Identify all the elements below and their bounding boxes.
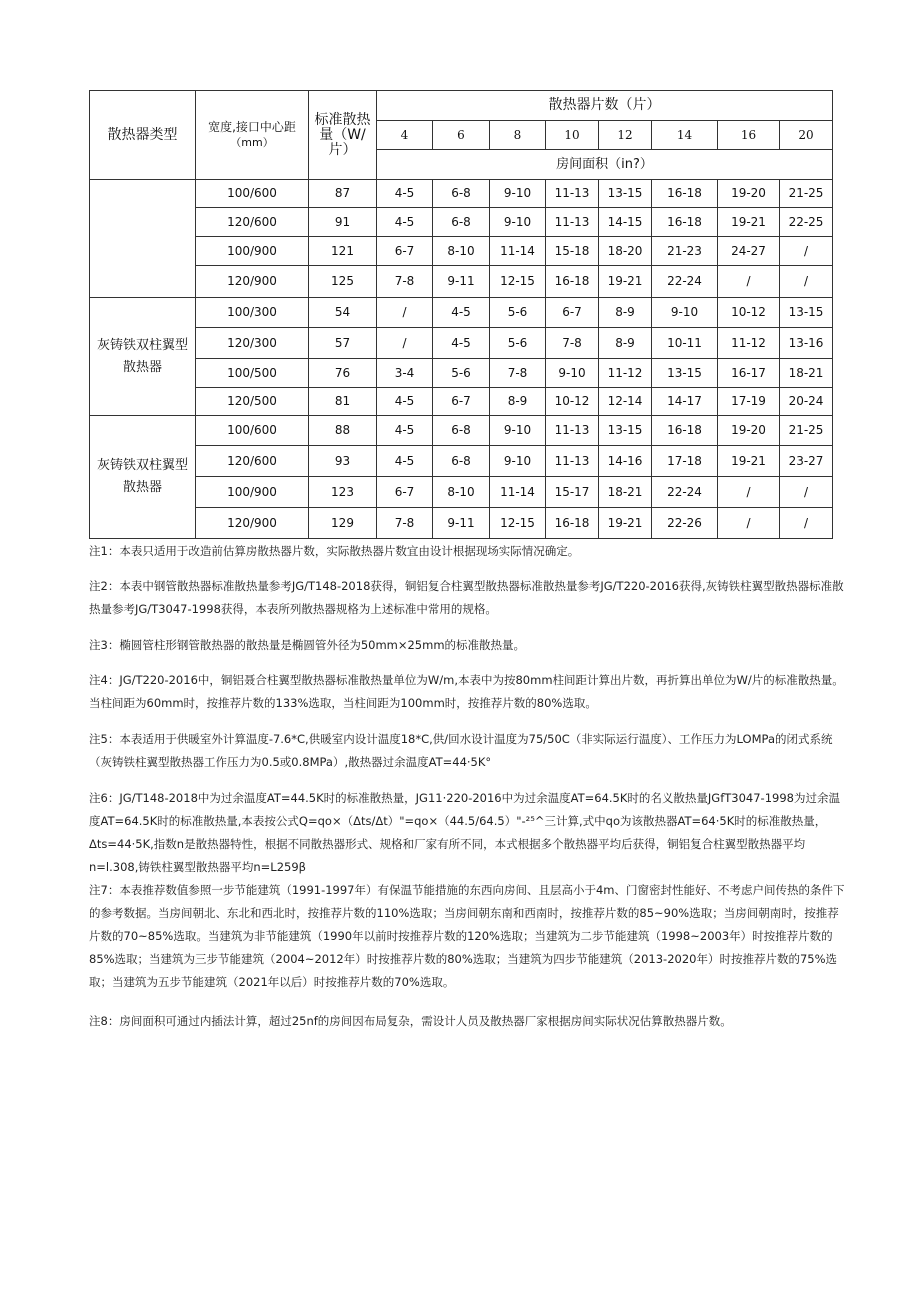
- spec-cell: 120/500: [196, 388, 309, 416]
- area-value-cell: 21-25: [780, 180, 833, 208]
- area-value-cell: 8-9: [490, 388, 546, 416]
- area-value-cell: 11-13: [546, 208, 599, 237]
- table-body: [90, 180, 833, 539]
- std-heat-header: [309, 91, 377, 180]
- area-value-cell: 6-8: [433, 180, 490, 208]
- area-value-cell: /: [377, 328, 433, 359]
- area-value-cell: 6-8: [433, 446, 490, 477]
- area-value-cell: 9-10: [652, 298, 718, 328]
- area-value-cell: 11-12: [599, 359, 652, 388]
- note-paragraph: 注6：JG/T148-2018中为过余温度AT=44.5K时的标准散热量，JG11·220-2016中为过余温度AT=64.5K时的名义散热量JGfT3047-1998为过余温度AT=64.5K时的标准散热量,本表按公式Q=qo×（Δts/Δt）"=qo×（44.5/64.5）"-²⁵^三计算,式中qo为该散热器AT=64·5K时的标准散热量，Δts=44·5K,指数n是散热器特性，根据不同散热器形式、规格和厂家有所不同，本式根据多个散热器平均后获得，铜铝复合柱翼型散热器平均n=l.308,铸铁柱翼型散热器平均n=L259β: [89, 791, 840, 874]
- area-value-cell: 4-5: [377, 180, 433, 208]
- note-paragraph: 注4：JG/T220-2016中，铜铝聂合柱翼型散热器标准散热量单位为W/m,本表中为按80mm柱间距计算出片数，再折算出单位为W/片的标准散热量。当柱间距为60mm时，按推荐片数的133%选取，当柱间距为100mm时，按推荐片数的80%选取。: [89, 673, 844, 710]
- area-value-cell: 15-18: [546, 237, 599, 266]
- area-value-cell: 6-7: [377, 477, 433, 508]
- area-value-cell: 20-24: [780, 388, 833, 416]
- area-value-cell: 22-24: [652, 477, 718, 508]
- area-value-cell: 19-20: [718, 416, 780, 446]
- area-value-cell: 9-10: [490, 208, 546, 237]
- area-value-cell: 6-7: [433, 388, 490, 416]
- area-value-cell: 6-7: [377, 237, 433, 266]
- std-heat-cell: 91: [309, 208, 377, 237]
- area-value-cell: 9-10: [490, 446, 546, 477]
- area-value-cell: 11-13: [546, 446, 599, 477]
- table-row: [90, 477, 833, 508]
- area-value-cell: /: [718, 508, 780, 539]
- area-value-cell: 22-25: [780, 208, 833, 237]
- radiator-type-line2: 散热器: [122, 480, 162, 495]
- note-paragraph: 注1：本表只适用于改造前估算房散热器片数，实际散热器片数宜由设计根据现场实际情况确定。: [89, 544, 580, 558]
- area-value-cell: 22-26: [652, 508, 718, 539]
- area-value-cell: 7-8: [546, 328, 599, 359]
- area-value-cell: 17-19: [718, 388, 780, 416]
- std-heat-cell: 121: [309, 237, 377, 266]
- table-row: [90, 416, 833, 446]
- area-value-cell: 10-12: [718, 298, 780, 328]
- area-value-cell: 13-16: [780, 328, 833, 359]
- std-heat-header-line3: 片）: [328, 141, 357, 158]
- area-value-cell: 6-7: [546, 298, 599, 328]
- area-value-cell: 11-13: [546, 180, 599, 208]
- area-value-cell: 19-21: [718, 208, 780, 237]
- note-paragraph: 注3：椭圆管柱形钢管散热器的散热量是椭圆管外径为50mm×25mm的标准散热量。: [89, 638, 526, 652]
- radiator-type-cell: [90, 180, 196, 298]
- sections-header: 散热器片数（片）: [377, 91, 833, 121]
- area-value-cell: 4-5: [433, 298, 490, 328]
- area-value-cell: 3-4: [377, 359, 433, 388]
- area-value-cell: 4-5: [377, 416, 433, 446]
- radiator-type-line1: 灰铸铁双柱翼型: [96, 458, 188, 473]
- count-header-cell: 16: [718, 121, 780, 150]
- std-heat-header-line2: 量（W/: [319, 126, 366, 143]
- area-value-cell: 14-15: [599, 208, 652, 237]
- area-value-cell: 21-25: [780, 416, 833, 446]
- area-value-cell: 11-13: [546, 416, 599, 446]
- area-value-cell: 9-11: [433, 508, 490, 539]
- area-value-cell: 18-21: [780, 359, 833, 388]
- area-value-cell: /: [718, 477, 780, 508]
- std-heat-cell: 129: [309, 508, 377, 539]
- table-row: [90, 237, 833, 266]
- area-value-cell: 4-5: [377, 446, 433, 477]
- spec-cell: 120/600: [196, 208, 309, 237]
- area-value-cell: 4-5: [433, 328, 490, 359]
- table-row: [90, 266, 833, 298]
- area-value-cell: 14-16: [599, 446, 652, 477]
- area-value-cell: 8-9: [599, 328, 652, 359]
- area-value-cell: 16-18: [652, 180, 718, 208]
- area-value-cell: 14-17: [652, 388, 718, 416]
- area-value-cell: 12-15: [490, 266, 546, 298]
- radiator-type-cell: [90, 416, 196, 539]
- count-header-cell: 12: [599, 121, 652, 150]
- area-value-cell: 12-14: [599, 388, 652, 416]
- area-value-cell: 10-11: [652, 328, 718, 359]
- spec-cell: 120/900: [196, 266, 309, 298]
- table-row: [90, 180, 833, 208]
- std-heat-header-line1: 标准散热: [314, 111, 371, 128]
- std-heat-cell: 125: [309, 266, 377, 298]
- table-row: [90, 328, 833, 359]
- area-value-cell: 4-5: [377, 208, 433, 237]
- std-heat-cell: 81: [309, 388, 377, 416]
- area-value-cell: 16-18: [652, 208, 718, 237]
- note-paragraph: 注5：本表适用于供暖室外计算温度-7.6*C,供暖室内设计温度18*C,供/回水设计温度为75/50C（非实际运行温度）、工作压力为LOMPa的闭式系统（灰铸铁柱翼型散热器工作压力为0.5或0.8MPa）,散热器过余温度AT=44·5K°: [89, 732, 833, 769]
- area-value-cell: 17-18: [652, 446, 718, 477]
- area-value-cell: 22-24: [652, 266, 718, 298]
- area-value-cell: 8-9: [599, 298, 652, 328]
- spec-cell: 100/900: [196, 237, 309, 266]
- spec-cell: 100/600: [196, 180, 309, 208]
- area-value-cell: 9-11: [433, 266, 490, 298]
- std-heat-cell: 93: [309, 446, 377, 477]
- radiator-table: [89, 90, 833, 539]
- width-header-unit: （mm）: [230, 136, 274, 149]
- area-value-cell: 19-21: [718, 446, 780, 477]
- spec-cell: 100/300: [196, 298, 309, 328]
- note-paragraph: 注7：本表推荐数值参照一步节能建筑（1991-1997年）有保温节能措施的东西向房间、且层高小于4m、门窗密封性能好、不考虑户间传热的条件下的参考数据。当房间朝北、东北和西北时，按推荐片数的110%选取；当房间朝东南和西南时，按推荐片数的85~90%选取；当房间朝南时，按推荐片数的70~85%选取。当建筑为非节能建筑（1990年以前时按推荐片数的120%选取；当建筑为二步节能建筑（1998~2003年）时按推荐片数的85%选取；当建筑为三步节能建筑（2004~2012年）时按推荐片数的80%选取；当建筑为四步节能建筑（2013-2020年）时按推荐片数的75%选取；当建筑为五步节能建筑（2021年以后）时按推荐片数的70%选取。: [89, 883, 845, 989]
- radiator-type-line1: 灰铸铁双柱翼型: [96, 337, 188, 353]
- table-row: [90, 298, 833, 328]
- count-header-cell: 6: [433, 121, 490, 150]
- count-header-cell: 10: [546, 121, 599, 150]
- area-value-cell: /: [780, 508, 833, 539]
- area-value-cell: 8-10: [433, 477, 490, 508]
- area-value-cell: 6-8: [433, 208, 490, 237]
- area-value-cell: 5-6: [490, 328, 546, 359]
- area-value-cell: 24-27: [718, 237, 780, 266]
- width-header-label: 宽度,接口中心距: [208, 120, 296, 134]
- area-value-cell: 9-10: [546, 359, 599, 388]
- area-value-cell: 4-5: [377, 388, 433, 416]
- std-heat-cell: 88: [309, 416, 377, 446]
- table-row: [90, 446, 833, 477]
- table-row: [90, 359, 833, 388]
- count-header-cell: 8: [490, 121, 546, 150]
- area-value-cell: 7-8: [377, 266, 433, 298]
- std-heat-cell: 76: [309, 359, 377, 388]
- spec-cell: 120/600: [196, 446, 309, 477]
- area-value-cell: 19-21: [599, 266, 652, 298]
- area-value-cell: 5-6: [433, 359, 490, 388]
- area-value-cell: 13-15: [780, 298, 833, 328]
- type-header: 散热器类型: [90, 91, 196, 180]
- area-value-cell: 19-21: [599, 508, 652, 539]
- area-value-cell: 6-8: [433, 416, 490, 446]
- area-value-cell: 13-15: [599, 180, 652, 208]
- area-value-cell: /: [780, 477, 833, 508]
- area-value-cell: 10-12: [546, 388, 599, 416]
- note-paragraph: 注8：房间面积可通过内插法计算，超过25nf的房间因布局复杂，需设计人员及散热器厂家根据房间实际状况估算散热器片数。: [89, 1014, 732, 1028]
- spec-cell: 120/300: [196, 328, 309, 359]
- area-value-cell: 7-8: [377, 508, 433, 539]
- area-value-cell: 18-21: [599, 477, 652, 508]
- spec-cell: 100/500: [196, 359, 309, 388]
- spec-cell: 100/900: [196, 477, 309, 508]
- area-value-cell: 13-15: [599, 416, 652, 446]
- area-value-cell: 9-10: [490, 416, 546, 446]
- area-value-cell: 7-8: [490, 359, 546, 388]
- area-value-cell: /: [780, 237, 833, 266]
- area-value-cell: 5-6: [490, 298, 546, 328]
- area-value-cell: /: [718, 266, 780, 298]
- radiator-type-line2: 散热器: [122, 359, 162, 375]
- area-value-cell: 16-18: [546, 266, 599, 298]
- area-value-cell: 13-15: [652, 359, 718, 388]
- std-heat-cell: 123: [309, 477, 377, 508]
- area-value-cell: 8-10: [433, 237, 490, 266]
- area-value-cell: 21-23: [652, 237, 718, 266]
- std-heat-cell: 87: [309, 180, 377, 208]
- area-header: 房间面积（in?）: [377, 150, 833, 180]
- area-value-cell: /: [377, 298, 433, 328]
- area-value-cell: 12-15: [490, 508, 546, 539]
- area-value-cell: 9-10: [490, 180, 546, 208]
- count-header-cell: 20: [780, 121, 833, 150]
- width-header: [196, 91, 309, 180]
- radiator-type-cell: [90, 298, 196, 416]
- area-value-cell: 23-27: [780, 446, 833, 477]
- std-heat-cell: 54: [309, 298, 377, 328]
- count-header-cell: 4: [377, 121, 433, 150]
- area-value-cell: 19-20: [718, 180, 780, 208]
- area-value-cell: 11-14: [490, 477, 546, 508]
- area-value-cell: 18-20: [599, 237, 652, 266]
- table-row: [90, 508, 833, 539]
- std-heat-cell: 57: [309, 328, 377, 359]
- area-value-cell: 15-17: [546, 477, 599, 508]
- area-value-cell: /: [780, 266, 833, 298]
- table-row: [90, 208, 833, 237]
- spec-cell: 100/600: [196, 416, 309, 446]
- note-paragraph: 注2：本表中钢管散热器标准散热量参考JG/T148-2018获得，铜铝复合柱翼型散热器标准散热量参考JG/T220-2016获得,灰铸铁柱翼型散热器标准散热量参考JG/T3047-1998获得，本表所列散热器规格为上述标准中常用的规格。: [89, 579, 844, 616]
- area-value-cell: 11-12: [718, 328, 780, 359]
- spec-cell: 120/900: [196, 508, 309, 539]
- area-value-cell: 16-17: [718, 359, 780, 388]
- area-value-cell: 16-18: [652, 416, 718, 446]
- area-value-cell: 16-18: [546, 508, 599, 539]
- table-row: [90, 388, 833, 416]
- area-value-cell: 11-14: [490, 237, 546, 266]
- count-header-cell: 14: [652, 121, 718, 150]
